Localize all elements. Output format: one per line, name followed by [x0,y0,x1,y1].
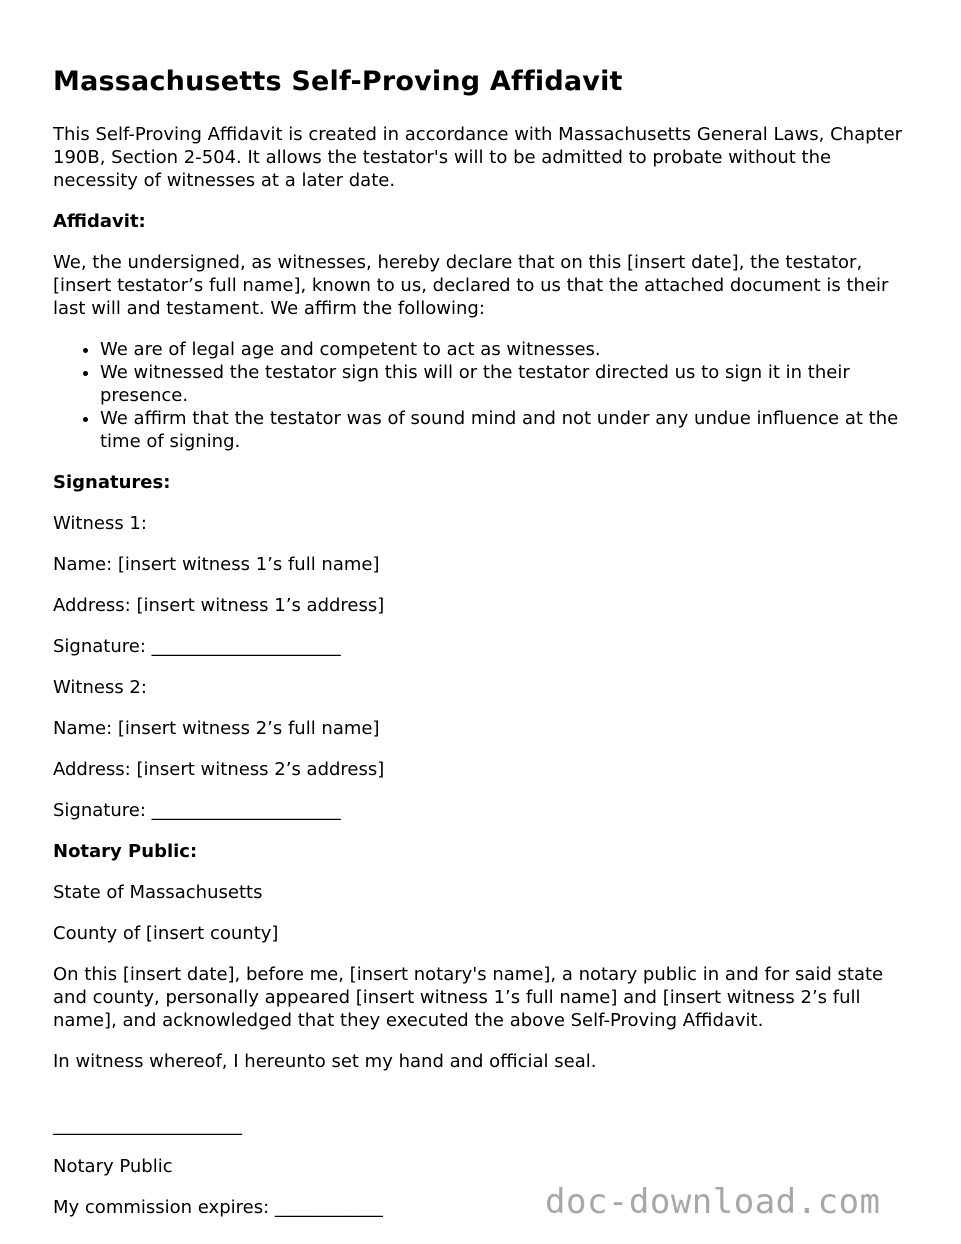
intro-paragraph: This Self-Proving Affidavit is created in accordance with Massachusetts General Laws, Chapter 190B, Section 2-504. It allows the testator's will to be admitted to probate without the necessity of witnesses at a later date. [53,124,903,191]
witness1-name: Name: [insert witness 1’s full name] [53,554,380,575]
affirmations-list [53,338,915,453]
witness-whereof: In witness whereof, I hereunto set my hand and official seal. [53,1051,597,1072]
witness2-address: Address: [insert witness 2’s address] [53,759,385,780]
list-item: • We witnessed the testator sign this will or the testator directed us to sign it in their presence. [100,361,915,407]
affidavit-heading: Affidavit: [53,211,146,232]
notary-title: Notary Public [53,1156,173,1177]
witness2-label: Witness 2: [53,677,147,698]
list-item: • We are of legal age and competent to act as witnesses. [100,338,915,361]
witness1-label: Witness 1: [53,513,147,534]
notary-state: State of Massachusetts [53,882,263,903]
commission-expires: My commission expires: ____________ [53,1197,383,1218]
document-page [53,62,915,1237]
notary-signature-line: _____________________ [53,1115,242,1136]
watermark: doc-download.com [545,1182,881,1222]
list-item: • We affirm that the testator was of sound mind and not under any undue influence at the time of signing. [100,407,915,453]
witness1-address: Address: [insert witness 1’s address] [53,595,385,616]
page-title: Massachusetts Self-Proving Affidavit [53,66,623,97]
spacer [53,1091,915,1114]
notary-heading: Notary Public: [53,841,198,862]
signatures-heading: Signatures: [53,472,171,493]
affidavit-paragraph: We, the undersigned, as witnesses, hereby declare that on this [insert date], the testator, [insert testator’s full name], known to us, declared to us that the attached document is their last will and testament. We affirm the following: [53,252,889,319]
witness2-name: Name: [insert witness 2’s full name] [53,718,380,739]
witness2-signature: Signature: _____________________ [53,800,341,821]
witness1-signature: Signature: _____________________ [53,636,341,657]
notary-paragraph: On this [insert date], before me, [insert notary's name], a notary public in and for said state and county, personally appeared [insert witness 1’s full name] and [insert witness 2’s full name], and acknowledged that they executed the above Self-Proving Affidavit. [53,964,884,1031]
notary-county: County of [insert county] [53,923,279,944]
